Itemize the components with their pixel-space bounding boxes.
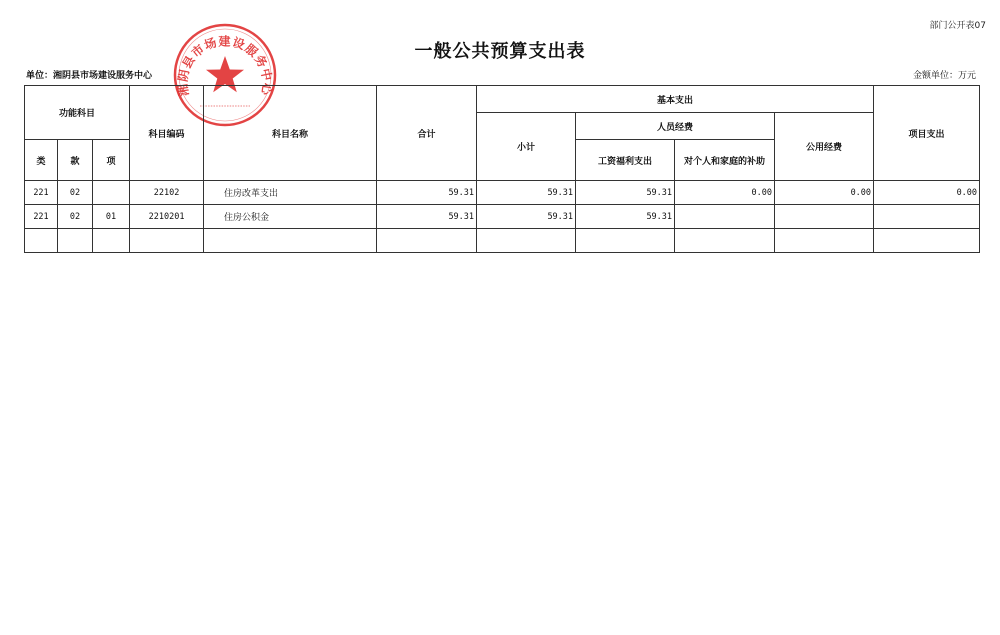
- unit-label: 单位：湘阴县市场建设服务中心: [26, 71, 153, 81]
- cell-subtotal: 59.31: [477, 181, 576, 205]
- header-lei: 类: [25, 140, 58, 181]
- cell-public: [775, 205, 874, 229]
- header-basic-expense: 基本支出: [477, 86, 874, 113]
- cell-project: [874, 229, 980, 253]
- seal-text: 湘阴县市场建设服务中心: [175, 34, 275, 97]
- cell-xiang: [93, 181, 130, 205]
- cell-name: 住房公积金: [204, 205, 377, 229]
- header-personnel: 人员经费: [576, 113, 775, 140]
- table-row: [25, 229, 980, 253]
- cell-kuan: 02: [58, 181, 93, 205]
- cell-public: 0.00: [775, 181, 874, 205]
- cell-subsidy: 0.00: [675, 181, 775, 205]
- page-title: 一般公共预算支出表: [414, 41, 586, 62]
- cell-lei: 221: [25, 181, 58, 205]
- header-subtotal: 小计: [477, 113, 576, 181]
- table-row: [25, 181, 980, 205]
- cell-name: 住房改革支出: [204, 181, 377, 205]
- header-public-expense: 公用经费: [775, 113, 874, 181]
- amount-unit-label: 金额单位：万元: [912, 71, 976, 81]
- header-kuan: 款: [58, 140, 93, 181]
- header-project-expense: 项目支出: [874, 86, 980, 181]
- form-code: 部门公开表07: [929, 21, 986, 31]
- cell-subtotal: [477, 229, 576, 253]
- cell-project: [874, 205, 980, 229]
- cell-subtotal: 59.31: [477, 205, 576, 229]
- budget-table: [24, 85, 980, 253]
- header-subsidy: 对个人和家庭的补助: [675, 140, 775, 181]
- cell-total: 59.31: [377, 205, 477, 229]
- cell-xiang: [93, 229, 130, 253]
- cell-name: [204, 229, 377, 253]
- header-subject-name: 科目名称: [204, 86, 377, 181]
- table-row: [25, 205, 980, 229]
- cell-wages: [576, 229, 675, 253]
- cell-total: 59.31: [377, 181, 477, 205]
- header-subject-code: 科目编码: [130, 86, 204, 181]
- cell-kuan: 02: [58, 205, 93, 229]
- cell-project: 0.00: [874, 181, 980, 205]
- cell-lei: [25, 229, 58, 253]
- cell-subsidy: [675, 229, 775, 253]
- header-total: 合计: [377, 86, 477, 181]
- cell-code: 22102: [130, 181, 204, 205]
- cell-wages: 59.31: [576, 205, 675, 229]
- header-xiang: 项: [93, 140, 130, 181]
- cell-public: [775, 229, 874, 253]
- cell-total: [377, 229, 477, 253]
- cell-code: [130, 229, 204, 253]
- cell-wages: 59.31: [576, 181, 675, 205]
- cell-code: 2210201: [130, 205, 204, 229]
- cell-xiang: 01: [93, 205, 130, 229]
- cell-subsidy: [675, 205, 775, 229]
- cell-lei: 221: [25, 205, 58, 229]
- header-func-subject: 功能科目: [25, 86, 130, 140]
- header-wages: 工资福利支出: [576, 140, 675, 181]
- cell-kuan: [58, 229, 93, 253]
